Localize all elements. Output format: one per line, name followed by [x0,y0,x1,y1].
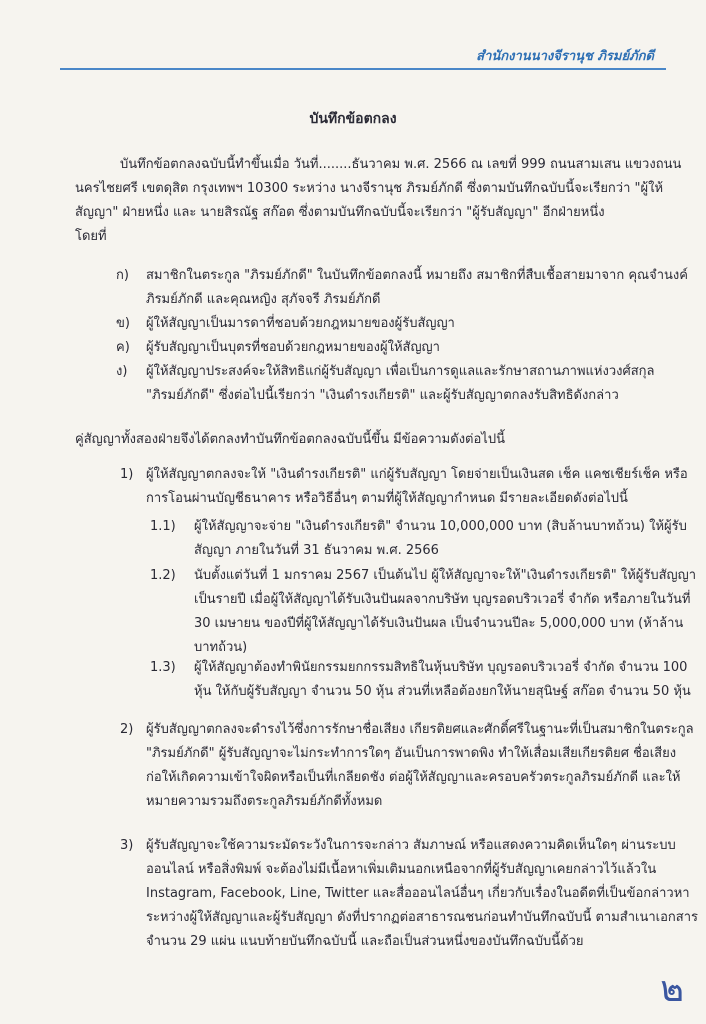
agreement-intro: คู่สัญญาทั้งสองฝ่ายจึงได้ตกลงทำบันทึกข้อตกลงฉบับนี้ขึ้น มีข้อความดังต่อไปนี้ [75,432,505,447]
clause-line: ผู้รับสัญญาตกลงจะดำรงไว้ซึ่งการรักษาชื่อเสียง เกียรติยศและศักดิ์ศรีในฐานะที่เป็นสมาชิกในตระกูล [146,722,694,737]
clause-line: ระหว่างผู้ให้สัญญาและผู้รับสัญญา ดังที่ปรากฏต่อสาธารณชนก่อนทำบันทึกฉบับนี้ ตามสำเนาเอกสาร [146,910,698,925]
subclause-line: นับตั้งแต่วันที่ 1 มกราคม 2567 เป็นต้นไป ผู้ให้สัญญาจะให้"เงินดำรงเกียรติ" ให้ผู้รับสัญญา [194,568,697,583]
subclause-line: ผู้ให้สัญญาต้องทำพินัยกรรมยกกรรมสิทธิในหุ้นบริษัท บุญรอดบริวเวอรี่ จำกัด จำนวน 100 [194,660,688,675]
clause-line: Instagram, Facebook, Line, Twitter และสื่อออนไลน์อื่นๆ เกี่ยวกับเรื่องในอดีตที่เป็นข้อกล่าวหา [146,886,690,901]
recital-line: "ภิรมย์ภักดี" ซึ่งต่อไปนี้เรียกว่า "เงินดำรงเกียรติ" และผู้รับสัญญาตกลงรับสิทธิดังกล่าว [146,388,619,403]
subclause-line: สัญญา ภายในวันที่ 31 ธันวาคม พ.ศ. 2566 [194,543,439,558]
clause-marker: 3) [120,838,134,853]
recital-line: สมาชิกในตระกูล "ภิรมย์ภักดี" ในบันทึกข้อตกลงนี้ หมายถึง สมาชิกที่สืบเชื้อสายมาจาก คุณจำนงค์ [146,268,688,283]
handwritten-page-number: ๒ [660,969,684,1010]
subclause-marker: 1.2) [150,568,176,583]
recital-line: ผู้ให้สัญญาเป็นมารดาที่ชอบด้วยกฎหมายของผู้รับสัญญา [146,316,455,331]
recital-line: ผู้รับสัญญาเป็นบุตรที่ชอบด้วยกฎหมายของผู้ให้สัญญา [146,340,440,355]
recital-line: ผู้ให้สัญญาประสงค์จะให้สิทธิแก่ผู้รับสัญญา เพื่อเป็นการดูแลและรักษาสถานภาพแห่งวงศ์สกุล [146,364,655,379]
recital-marker: ง) [116,364,128,379]
recital-line: ภิรมย์ภักดี และคุณหญิง สุภัจจรี ภิรมย์ภักดี [146,292,381,307]
clause-line: หมายความรวมถึงตระกูลภิรมย์ภักดีทั้งหมด [146,794,383,809]
clause-line: ก่อให้เกิดความเข้าใจผิดหรือเป็นที่เกลียดชัง ต่อผู้ให้สัญญาและครอบครัวตระกูลภิรมย์ภักดี และให้ [146,770,681,785]
clause-line: ผู้ให้สัญญาตกลงจะให้ "เงินดำรงเกียรติ" แก่ผู้รับสัญญา โดยจ่ายเป็นเงินสด เช็ค แคชเชียร์เช็ค หรือ [146,467,688,482]
subclause-line: ผู้ให้สัญญาจะจ่าย "เงินดำรงเกียรติ" จำนวน 10,000,000 บาท (สิบล้านบาทถ้วน) ให้ผู้รับ [194,519,687,534]
office-name: สำนักงานนางจีรานุช ภิรมย์ภักดี [476,49,654,64]
subclause-marker: 1.3) [150,660,176,675]
intro-line-3: สัญญา" ฝ่ายหนึ่ง และ นายสิรณัฐ สก๊อต ซึ่งตามบันทึกฉบับนี้จะเรียกว่า "ผู้รับสัญญา" อีกฝ่ายหนึ่ง [75,205,605,220]
subclause-marker: 1.1) [150,519,176,534]
recital-marker: ก) [116,268,129,283]
document-title: บันทึกข้อตกลง [309,111,397,127]
clause-marker: 2) [120,722,134,737]
clause-line: ออนไลน์ หรือสิ่งพิมพ์ จะต้องไม่มีเนื้อหาเพิ่มเติมนอกเหนือจากที่ผู้รับสัญญาเคยกล่าวไว้แล้วใน [146,862,657,877]
header-rule [60,68,666,70]
subclause-line: เป็นรายปี เมื่อผู้ให้สัญญาได้รับเงินปันผลจากบริษัท บุญรอดบริวเวอรี่ จำกัด หรือภายในวันที่ [194,592,691,607]
recital-marker: ค) [116,340,130,355]
subclause-line: 30 เมษายน ของปีที่ผู้ให้สัญญาได้รับเงินปันผล เป็นจำนวนปีละ 5,000,000 บาท (ห้าล้าน [194,616,684,631]
recital-marker: ข) [116,316,130,331]
clause-line: จำนวน 29 แผ่น แนบท้ายบันทึกฉบับนี้ และถือเป็นส่วนหนึ่งของบันทึกฉบับนี้ด้วย [146,934,584,949]
subclause-line: หุ้น ให้กับผู้รับสัญญา จำนวน 50 หุ้น ส่วนที่เหลือต้องยกให้นายสุนิษฐ์ สก๊อต จำนวน 50 หุ้น [194,684,691,699]
intro-line-1: บันทึกข้อตกลงฉบับนี้ทำขึ้นเมื่อ วันที่........ธันวาคม พ.ศ. 2566 ณ เลขที่ 999 ถนนสามเสน แขวงถนน [120,157,682,172]
clause-marker: 1) [120,467,134,482]
clause-line: การโอนผ่านบัญชีธนาคาร หรือวิธีอื่นๆ ตามที่ผู้ให้สัญญากำหนด มีรายละเอียดดังต่อไปนี้ [146,491,628,506]
intro-line-4: โดยที่ [75,229,107,244]
intro-line-2: นครไชยศรี เขตดุสิต กรุงเทพฯ 10300 ระหว่าง นางจีรานุช ภิรมย์ภักดี ซึ่งตามบันทึกฉบับนี้จะเรียกว่า "ผู้ให้ [75,181,664,196]
clause-line: "ภิรมย์ภักดี" ผู้รับสัญญาจะไม่กระทำการใดๆ อันเป็นการพาดพิง ทำให้เสื่อมเสียเกียรติยศ ชื่อเสียง [146,746,677,761]
subclause-line: บาทถ้วน) [194,640,248,655]
clause-line: ผู้รับสัญญาจะใช้ความระมัดระวังในการจะกล่าว สัมภาษณ์ หรือแสดงความคิดเห็นใดๆ ผ่านระบบ [146,838,676,853]
